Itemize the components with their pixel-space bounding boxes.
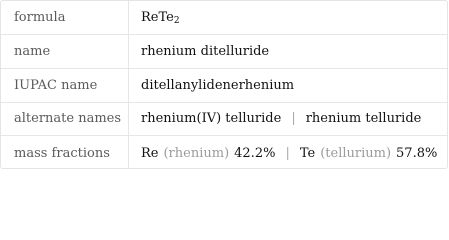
table-row-alternate-names [1, 102, 447, 136]
table-row-name [1, 35, 447, 69]
row-label-alternate-names: alternate names [1, 102, 129, 135]
alternate-name: rhenium(IV) telluride [141, 111, 282, 126]
alternate-names-value [129, 102, 447, 135]
alternate-name: rhenium telluride [305, 111, 422, 126]
formula-main: ReTe [141, 10, 174, 25]
separator: | [285, 145, 290, 161]
mass-percent: 57.8% [396, 145, 438, 161]
element-symbol: Re [141, 145, 159, 161]
row-label-formula: formula [1, 1, 129, 34]
separator: | [291, 111, 296, 126]
mass-fractions-value [129, 136, 447, 169]
mass-percent: 42.2% [234, 145, 276, 161]
formula-subscript: 2 [173, 15, 180, 26]
table-row-formula [1, 1, 447, 35]
element-symbol: Te [299, 145, 316, 161]
table-row-iupac [1, 69, 447, 103]
table-row-mass-fractions [1, 136, 447, 169]
formula-value [129, 1, 447, 34]
row-label-mass-fractions: mass fractions [1, 136, 129, 169]
element-name: (tellurium) [320, 145, 392, 161]
row-label-iupac: IUPAC name [1, 69, 129, 102]
element-name: (rhenium) [163, 145, 230, 161]
iupac-name-value: ditellanylidenerhenium [141, 78, 295, 93]
row-label-name: name [1, 35, 129, 68]
name-value: rhenium ditelluride [141, 44, 270, 59]
